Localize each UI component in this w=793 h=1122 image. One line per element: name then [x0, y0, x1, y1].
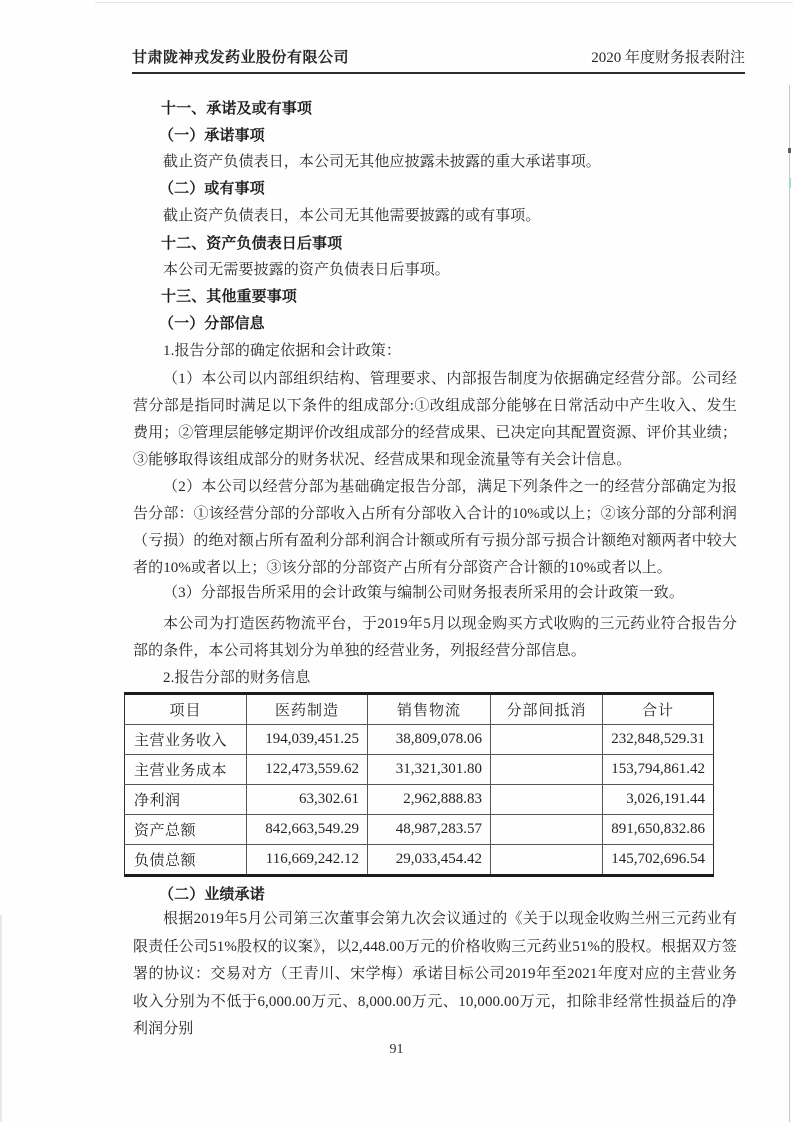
cell-value: 29,033,454.42 [368, 845, 491, 876]
scan-edge-cyan-mark [789, 178, 791, 188]
section-12-title: 十二、资产负债表日后事项 [161, 236, 343, 252]
segment-financial-table [124, 692, 714, 877]
cell-value: 842,663,549.29 [247, 815, 368, 845]
cell-value: 232,848,529.31 [603, 725, 714, 755]
section-11-1-body: 截止资产负债表日，本公司无其他应披露未披露的重大承诺事项。 [163, 154, 601, 170]
row-label: 资产总额 [125, 815, 247, 845]
segment-basis-title: 1.报告分部的确定依据和会计政策： [163, 343, 401, 359]
section-13-2-title: （二）业绩承诺 [159, 887, 265, 903]
section-12-body: 本公司无需要披露的资产负债表日后事项。 [163, 262, 450, 278]
col-header-offset: 分部间抵消 [491, 694, 603, 725]
scan-edge-left [0, 915, 2, 1122]
report-title: 2020 年度财务报表附注 [591, 50, 745, 66]
col-header-logistics: 销售物流 [368, 694, 491, 725]
performance-commitment-paragraph: 根据2019年5月公司第三次董事会第九次会议通过的《关于以现金收购兰州三元药业有限责任公司51%股权的议案》，以2,448.00万元的价格收购三元药业51%的股权。根据双方签署的协议：交易对方（王青川、宋学梅）承诺目标公司2019年至2021年度对应的主营业务收入分别为不低于6,000.00万元、8,000.00万元、10,000.00万元，扣除非经常性损益后的净利润分别 [133, 911, 737, 1037]
row-label: 主营业务收入 [125, 725, 247, 755]
cell-value [491, 755, 603, 785]
cell-value: 122,473,559.62 [247, 755, 368, 785]
table-header-row [125, 694, 714, 725]
cell-value: 38,809,078.06 [368, 725, 491, 755]
company-name: 甘肃陇神戎发药业股份有限公司 [132, 50, 350, 66]
cell-value [491, 725, 603, 755]
cell-value: 153,794,861.42 [603, 755, 714, 785]
col-header-item: 项目 [125, 694, 247, 725]
section-11-title: 十一、承诺及或有事项 [161, 101, 313, 117]
table-row [125, 845, 714, 876]
cell-value: 2,962,888.83 [368, 785, 491, 815]
cell-value: 145,702,696.54 [603, 845, 714, 876]
page-number: 91 [389, 1042, 404, 1057]
scan-edge-right [789, 85, 790, 1122]
section-11-2-body: 截止资产负债表日，本公司无其他需要披露的或有事项。 [163, 208, 541, 224]
table-row [125, 785, 714, 815]
cell-value: 116,669,242.12 [247, 845, 368, 876]
segment-condition-3-paragraph: （3）分部报告所采用的会计政策与编制公司财务报表所采用的会计政策一致。 [163, 585, 685, 601]
section-11-1-title: （一）承诺事项 [159, 128, 265, 144]
scan-edge-top [95, 2, 793, 3]
section-11-2-title: （二）或有事项 [159, 181, 265, 197]
table-row [125, 725, 714, 755]
section-13-1-title: （一）分部信息 [159, 316, 265, 332]
cell-value [491, 815, 603, 845]
scan-edge-tick [788, 148, 791, 153]
cell-value: 194,039,451.25 [247, 725, 368, 755]
cell-value: 31,321,301.80 [368, 755, 491, 785]
row-label: 主营业务成本 [125, 755, 247, 785]
cell-value [491, 785, 603, 815]
page-header [132, 50, 745, 74]
col-header-total: 合计 [603, 694, 714, 725]
segment-logistics-paragraph: 本公司为打造医药物流平台，于2019年5月以现金购买方式收购的三元药业符合报告分部的条件，本公司将其划分为单独的经营业务，列报经营分部信息。 [133, 616, 737, 659]
section-13-title: 十三、其他重要事项 [161, 289, 297, 305]
cell-value: 3,026,191.44 [603, 785, 714, 815]
row-label: 净利润 [125, 785, 247, 815]
row-label: 负债总额 [125, 845, 247, 876]
cell-value: 891,650,832.86 [603, 815, 714, 845]
cell-value: 63,302.61 [247, 785, 368, 815]
col-header-pharma: 医药制造 [247, 694, 368, 725]
cell-value [491, 845, 603, 876]
cell-value: 48,987,283.57 [368, 815, 491, 845]
segment-financial-title: 2.报告分部的财务信息 [163, 670, 311, 686]
segment-condition-2-paragraph: （2）本公司以经营分部为基础确定报告分部，满足下列条件之一的经营分部确定为报告分部：①该经营分部的分部收入占所有分部收入合计的10%或以上；②该分部的分部利润（亏损）的绝对额占所有盈利分部利润合计额或所有亏损分部亏损合计额绝对额两者中较大者的10%或者以上；③该分部的分部资产占所有分部资产合计额的10%或者以上。 [133, 479, 738, 576]
segment-condition-1-paragraph: （1）本公司以内部组织结构、管理要求、内部报告制度为依据确定经营分部。公司经营分部是指同时满足以下条件的组成部分:①改组成部分能够在日常活动中产生收入、发生费用；②管理层能够定期评价改组成部分的经营成果、已决定向其配置资源、评价其业绩；③能够取得该组成部分的财务状况、经营成果和现金流量等有关会计信息。 [133, 371, 738, 468]
table-row [125, 755, 714, 785]
table-row [125, 815, 714, 845]
